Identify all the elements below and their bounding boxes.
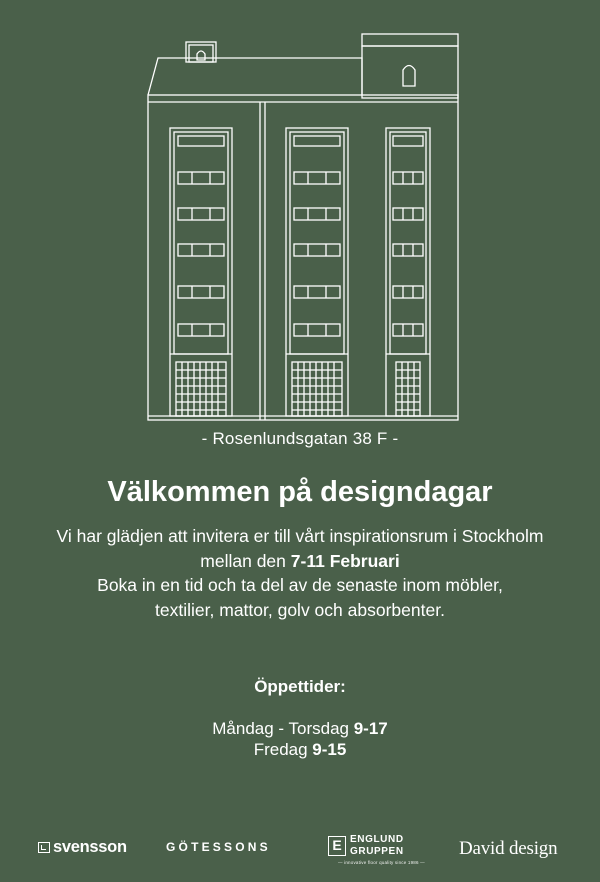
intro-line-2 [0, 549, 600, 574]
hours-row-friday [0, 739, 600, 760]
hours-label: Måndag - Torsdag [212, 719, 354, 738]
roof-outline [148, 58, 362, 95]
hours-value: 9-15 [312, 740, 347, 759]
hours-row-weekdays [0, 718, 600, 739]
event-dates: 7-11 Februari [290, 550, 400, 571]
englund-line-1: ENGLUND [350, 834, 404, 845]
svensson-mark-icon [38, 842, 50, 853]
englund-tagline: — innovative floor quality since 1986 — [338, 860, 425, 865]
intro-line-4: textilier, mattor, golv och absorbenter. [155, 599, 445, 620]
date-prefix: mellan den [200, 550, 291, 571]
intro-line-3: Boka in en tid och ta del av de senaste inom möbler, [97, 575, 503, 595]
opening-hours-title: Öppettider: [254, 677, 346, 696]
address-line: - Rosenlundsgatan 38 F - [201, 429, 399, 448]
englund-e-icon: E [328, 836, 346, 856]
hours-value: 9-17 [353, 719, 388, 738]
svensson-wordmark: svensson [53, 838, 127, 856]
gotessons-logo: GÖTESSONS [166, 840, 271, 854]
englund-line-2: GRUPPEN [350, 846, 404, 857]
building-illustration [140, 28, 465, 423]
svensson-logo [38, 838, 127, 857]
opening-hours [0, 718, 600, 760]
intro-text [0, 524, 600, 622]
page-title: Välkommen på designdagar [107, 476, 493, 508]
intro-line-1: Vi har glädjen att invitera er till vårt inspirationsrum i Stockholm [56, 526, 544, 546]
hours-label: Fredag [253, 740, 313, 759]
david-design-logo: David design [459, 838, 558, 859]
partner-logos [0, 828, 600, 868]
englund-wordmark [350, 834, 404, 858]
